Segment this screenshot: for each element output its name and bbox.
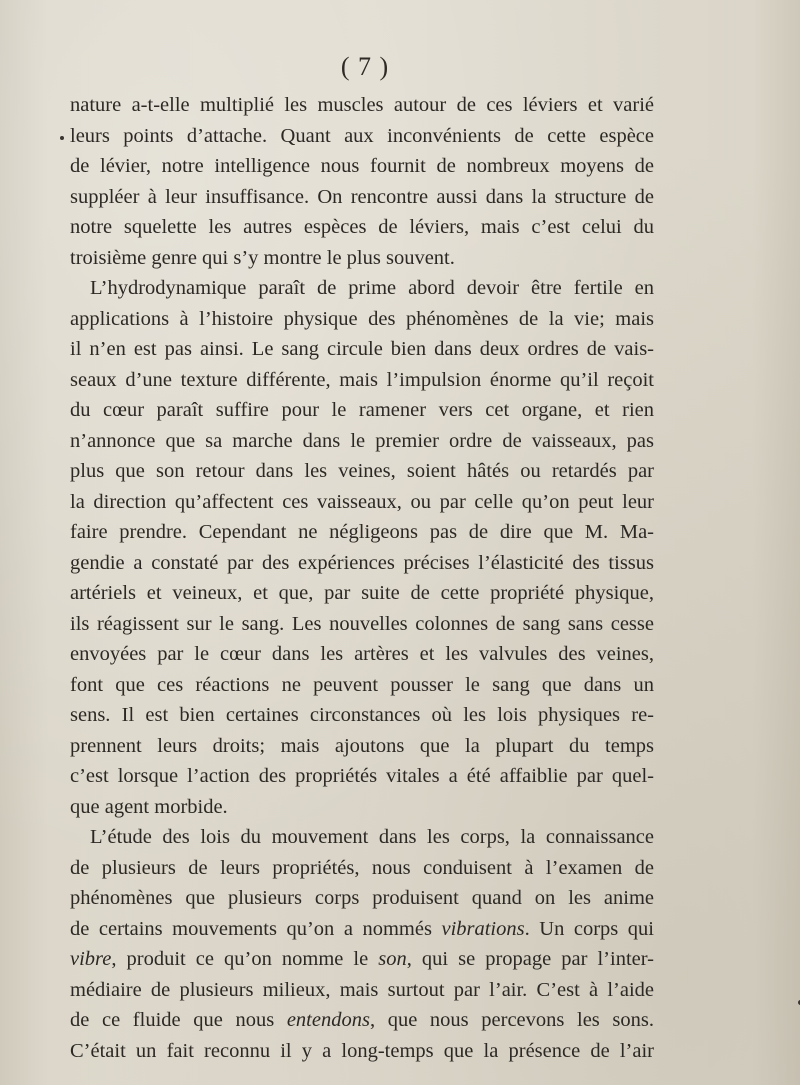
text-line: envoyées par le cœur dans les artères et les valvules des veines, (70, 643, 654, 665)
text-line: de ce fluide que nous entendons, que nous percevons les sons. (70, 1009, 654, 1031)
text-line: nature a-t-elle multiplié les muscles autour de ces léviers et varié (70, 94, 654, 116)
text-line: c’est lorsque l’action des propriétés vitales a été affaiblie par quel- (70, 765, 654, 787)
text-line: C’était un fait reconnu il y a long-temps que la présence de l’air (70, 1039, 654, 1062)
italic-term: vibrations (441, 917, 525, 940)
text-line: seaux d’une texture différente, mais l’impulsion énorme qu’il reçoit (70, 368, 654, 391)
text-line: sens. Il est bien certaines circonstances où les lois physiques re- (70, 704, 654, 726)
text-line: leurs points d’attache. Quant aux inconvénients de cette espèce (70, 124, 654, 147)
text-line: médiaire de plusieurs milieux, mais surtout par l’air. C’est à l’aide (70, 978, 654, 1001)
text-line: ils réagissent sur le sang. Les nouvelles colonnes de sang sans cesse (70, 612, 654, 635)
text-line: vibre, produit ce qu’on nomme le son, qui se propage par l’inter- (70, 948, 654, 970)
text-line: applications à l’histoire physique des phénomènes de la vie; mais (70, 307, 654, 330)
text-line: du cœur paraît suffire pour le ramener vers cet organe, et rien (70, 399, 654, 421)
italic-term: son (378, 948, 407, 970)
text-line: notre squelette les autres espèces de léviers, mais c’est celui du (70, 216, 654, 238)
text-line: de plusieurs de leurs propriétés, nous conduisent à l’examen de (70, 856, 654, 879)
text-line: font que ces réactions ne peuvent pousser le sang que dans un (70, 673, 654, 696)
page-number: ( 7 ) (340, 52, 390, 81)
text-line: phénomènes que plusieurs corps produisent quand on les anime (70, 887, 654, 909)
italic-term: vibre (70, 948, 112, 970)
italic-term: entendons (286, 1009, 370, 1031)
text-line: la direction qu’affectent ces vaisseaux, ou par celle qu’on peut leur (70, 490, 654, 513)
text-line: faire prendre. Cependant ne négligeons pas de dire que M. Ma- (70, 521, 654, 543)
text-line: artériels et veineux, et que, par suite de cette propriété physique, (70, 582, 654, 604)
body-text (70, 90, 654, 1066)
text-line: de lévier, notre intelligence nous fournit de nombreux moyens de (70, 155, 654, 177)
text-line: de certains mouvements qu’on a nommés vibrations. Un corps qui (70, 917, 655, 940)
text-line: que agent morbide. (70, 795, 228, 818)
paper-speck (60, 136, 64, 140)
text-line: suppléer à leur insuffisance. On rencontre aussi dans la structure de (70, 185, 654, 208)
text-line: plus que son retour dans les veines, soient hâtés ou retardés par (70, 460, 654, 482)
text-line: il n’en est pas ainsi. Le sang circule bien dans deux ordres de vais- (70, 338, 654, 360)
text-line: troisième genre qui s’y montre le plus souvent. (70, 246, 455, 269)
text-line: n’annonce que sa marche dans le premier ordre de vaisseaux, pas (70, 429, 654, 452)
text-line: prennent leurs droits; mais ajoutons que la plupart du temps (70, 734, 654, 757)
text-line: gendie a constaté par des expériences précises l’élasticité des tissus (70, 551, 654, 574)
text-line: L’étude des lois du mouvement dans les corps, la connaissance (90, 826, 654, 848)
text-line: L’hydrodynamique paraît de prime abord devoir être fertile en (90, 277, 654, 299)
